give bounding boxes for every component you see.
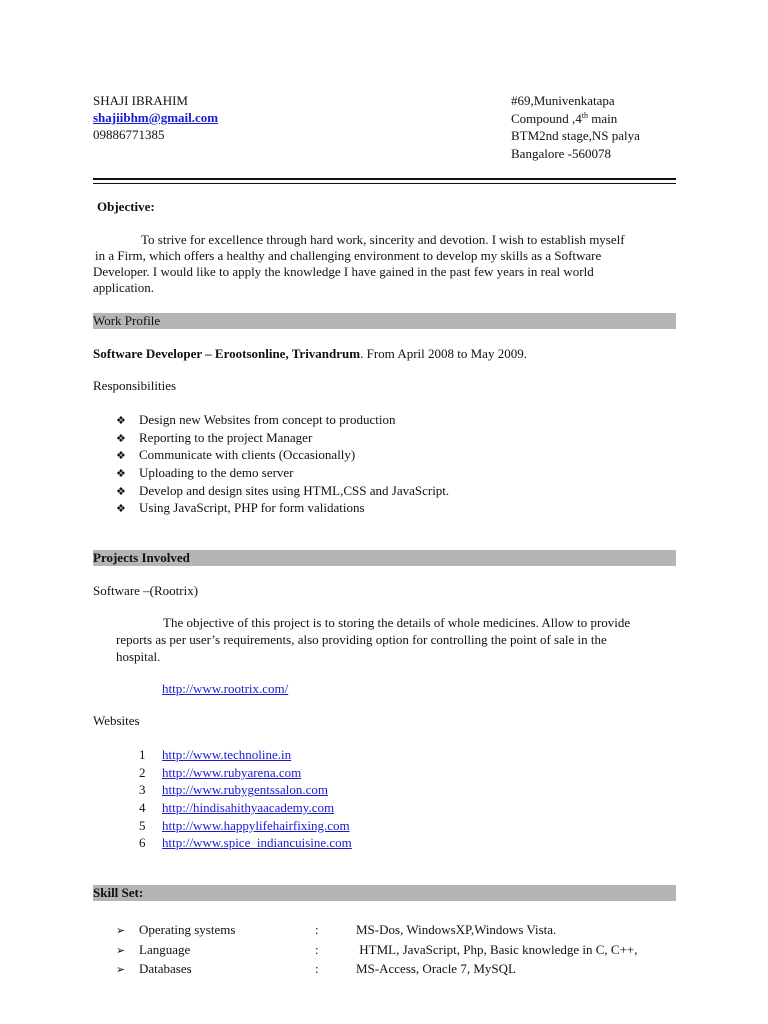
header-divider-thin [93,183,676,184]
skill-value: HTML, JavaScript, Php, Basic knowledge in C, C++, [356,941,638,957]
arrow-bullet-icon: ➢ [116,943,126,957]
arrow-bullet-icon: ➢ [116,924,126,937]
address-line-1: #69,Munivenkatapa [511,93,615,108]
websites-label: Websites [93,713,140,728]
projects-heading: Projects Involved [93,550,190,565]
list-item: 6 http://www.spice_indiancuisine.com [139,835,352,851]
diamond-bullet-icon: ❖ [116,449,126,463]
responsibilities-list [116,411,449,517]
list-item: 5 http://www.happylifehairfixing.com [139,817,350,833]
objective-heading: Objective: [97,199,155,214]
list-item: ❖ Reporting to the project Manager [116,429,449,447]
list-item: 4 http://hindisahithyaacademy.com [139,800,335,816]
diamond-bullet-icon: ❖ [116,484,126,498]
section-bar-skills [93,885,676,901]
objective-text-line-4: application. [93,280,155,295]
work-profile-heading: Work Profile [93,313,161,328]
website-link[interactable]: http://hindisahithyaacademy.com [162,800,335,816]
website-link[interactable]: http://www.technoline.in [162,747,292,762]
list-item: ❖ Develop and design sites using HTML,CSS and JavaScript. [116,482,449,500]
address-line-2: Compound ,4th main [511,110,618,126]
skill-value: MS-Dos, WindowsXP,Windows Vista. [356,922,557,937]
website-link[interactable]: http://www.rubyarena.com [162,764,302,780]
project-desc-line-3: hospital. [116,649,161,664]
project-desc-line-1: The objective of this project is to storing the details of whole medicines. Allow to provide [163,615,631,630]
section-bar-projects [93,550,676,566]
diamond-bullet-icon: ❖ [116,467,126,481]
skill-row: ➢ Operating systems : MS-Dos, WindowsXP,Windows Vista. [116,920,235,940]
header-divider-thick [93,178,676,180]
skill-row: ➢ Databases : MS-Access, Oracle 7, MySQL [116,959,235,979]
list-item: ❖ Design new Websites from concept to production [116,411,449,429]
list-item: 3 http://www.rubygentssalon.com [139,782,328,798]
phone-number: 09886771385 [93,127,165,142]
skill-label: Operating systems [139,922,236,937]
address-line-4: Bangalore -560078 [511,145,612,161]
skill-row: ➢ Language : HTML, JavaScript, Php, Basic knowledge in C, C++, [116,940,235,960]
address-line-3: BTM2nd stage,NS palya [511,128,640,143]
diamond-bullet-icon: ❖ [116,414,126,427]
candidate-name: SHAJI IBRAHIM [93,93,188,108]
section-bar-work-profile [93,313,676,329]
website-link[interactable]: http://www.rubygentssalon.com [162,782,328,798]
job-title-line [93,346,527,362]
project-desc-line-2: reports as per user’s requirements, also providing option for controlling the point of sale in the [116,632,607,647]
email-link[interactable]: shajiibhm@gmail.com [93,110,219,125]
skills-list [116,920,638,979]
website-link[interactable]: http://www.spice_indiancuisine.com [162,835,352,851]
diamond-bullet-icon: ❖ [116,431,126,445]
project-title: Software –(Rootrix) [93,583,199,598]
objective-text-line-2: in a Firm, which offers a healthy and challenging environment to develop my skills as a Software [95,248,602,263]
diamond-bullet-icon: ❖ [116,502,126,516]
objective-text-line-1: To strive for excellence through hard work, sincerity and devotion. I wish to establish myself [141,232,625,247]
list-item: ❖ Uploading to the demo server [116,464,449,482]
contact-block [93,92,218,143]
list-item: ❖ Communicate with clients (Occasionally) [116,446,449,464]
list-item: 1 http://www.technoline.in [139,747,292,762]
project-link[interactable]: http://www.rootrix.com/ [162,681,289,696]
skill-label: Language [139,941,191,957]
list-item: 2 http://www.rubyarena.com [139,764,302,780]
skill-value: MS-Access, Oracle 7, MySQL [356,961,516,976]
websites-list [139,746,352,852]
objective-text-line-3: Developer. I would like to apply the knowledge I have gained in the past few years in real world [93,264,594,279]
job-role: Software Developer – Erootsonline, Trivandrum [93,346,361,361]
address-block [511,92,640,162]
arrow-bullet-icon: ➢ [116,963,126,976]
skill-label: Databases [139,961,192,976]
website-link[interactable]: http://www.happylifehairfixing.com [162,817,350,833]
list-item: ❖ Using JavaScript, PHP for form validations [116,499,449,517]
job-period: . From April 2008 to May 2009. [360,346,527,361]
responsibilities-label: Responsibilities [93,378,177,393]
skills-heading: Skill Set: [93,885,144,900]
